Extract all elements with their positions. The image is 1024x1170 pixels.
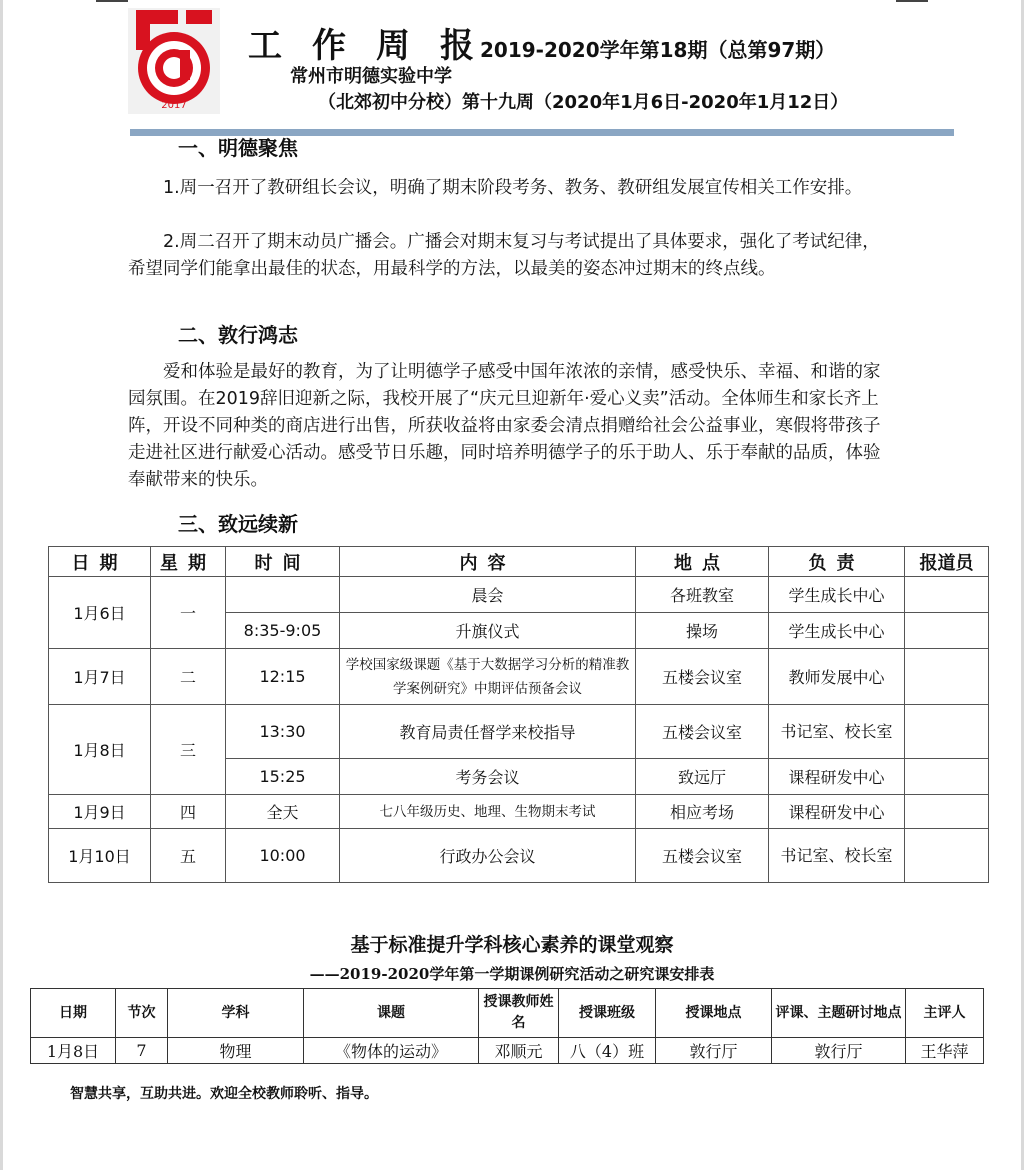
section2-paragraph: 爱和体验是最好的教育，为了让明德学子感受中国年浓浓的亲情，感受快乐、幸福、和谐的家园氛围。在2019辞旧迎新之际，我校开展了“庆元旦迎新年·爱心义卖”活动。全体师生和家长齐上阵，开设不同种类的商店进行出售，所获收益将由家委会清点捐赠给社会公益事业，寒假将带孩子走进社区进行献爱心活动。感受节日乐趣，同时培养明德学子的乐于助人、乐于奉献的品质，体验奉献带来的快乐。 — [128, 362, 881, 490]
research-lesson-table — [30, 988, 984, 1064]
cell-reporter — [905, 577, 989, 613]
section-heading-3: 三、致远续新 — [178, 512, 298, 536]
weekly-schedule-table — [48, 546, 989, 883]
week-range: （北郊初中分校）第十九周（2020年1月6日-2020年1月12日） — [318, 92, 849, 113]
obs-cell-topic: 《物体的运动》 — [304, 1038, 479, 1064]
header-reporter: 报道员 — [905, 547, 989, 577]
obs-header-date: 日期 — [31, 989, 116, 1038]
obs-header-reviewer: 主评人 — [906, 989, 984, 1038]
observation-title: 基于标准提升学科核心素养的课堂观察 — [350, 934, 674, 956]
table-row — [49, 577, 989, 613]
obs-cell-date: 1月8日 — [31, 1038, 116, 1064]
cell-owner: 书记室、校长室 — [769, 829, 905, 883]
header-content: 内容 — [340, 547, 636, 577]
obs-cell-location: 敦行厅 — [656, 1038, 772, 1064]
newsletter-title-line — [248, 18, 835, 67]
header-owner: 负责 — [769, 547, 905, 577]
obs-cell-review-location: 敦行厅 — [772, 1038, 906, 1064]
obs-cell-reviewer: 王华萍 — [906, 1038, 984, 1064]
observation-subtitle: ——2019-2020学年第一学期课例研究活动之研究课安排表 — [309, 965, 715, 983]
closing-note: 智慧共享，互助共进。欢迎全校教师聆听、指导。 — [70, 1086, 378, 1102]
cell-owner: 课程研发中心 — [769, 795, 905, 829]
obs-cell-period: 7 — [116, 1038, 168, 1064]
table-row — [49, 649, 989, 705]
obs-header-period: 节次 — [116, 989, 168, 1038]
obs-cell-subject: 物理 — [168, 1038, 304, 1064]
cell-place: 各班教室 — [636, 577, 769, 613]
obs-cell-class: 八（4）班 — [559, 1038, 656, 1064]
cell-date: 1月9日 — [49, 795, 151, 829]
cell-weekday: 一 — [151, 577, 226, 649]
section1-paragraph-1: 1.周一召开了教研组长会议，明确了期末阶段考务、教务、教研组发展宣传相关工作安排。 — [163, 178, 863, 198]
cell-place: 相应考场 — [636, 795, 769, 829]
cell-weekday: 三 — [151, 705, 226, 795]
cell-reporter — [905, 613, 989, 649]
obs-header-location: 授课地点 — [656, 989, 772, 1038]
cell-content: 考务会议 — [340, 759, 636, 795]
cell-date: 1月10日 — [49, 829, 151, 883]
cell-weekday: 四 — [151, 795, 226, 829]
page-frame-left — [0, 0, 3, 1170]
cell-time — [226, 577, 340, 613]
cell-date: 1月6日 — [49, 577, 151, 649]
cell-place: 五楼会议室 — [636, 829, 769, 883]
obs-header-subject: 学科 — [168, 989, 304, 1038]
obs-header-topic: 课题 — [304, 989, 479, 1038]
cell-time: 15:25 — [226, 759, 340, 795]
header-time: 时间 — [226, 547, 340, 577]
cell-owner: 书记室、校长室 — [769, 705, 905, 759]
school-name: 常州市明德实验中学 — [290, 66, 452, 87]
cell-place: 五楼会议室 — [636, 705, 769, 759]
cell-content: 行政办公会议 — [340, 829, 636, 883]
top-edge-mark — [96, 0, 128, 2]
cell-reporter — [905, 829, 989, 883]
obs-header-teacher: 授课教师姓名 — [479, 989, 559, 1038]
cell-date: 1月7日 — [49, 649, 151, 705]
table-row — [49, 829, 989, 883]
table-row — [31, 1038, 984, 1064]
cell-reporter — [905, 705, 989, 759]
obs-cell-teacher: 邓顺元 — [479, 1038, 559, 1064]
obs-header-class: 授课班级 — [559, 989, 656, 1038]
cell-place: 五楼会议室 — [636, 649, 769, 705]
cell-content: 七八年级历史、地理、生物期末考试 — [340, 795, 636, 829]
obs-header-review-location: 评课、主题研讨地点 — [772, 989, 906, 1038]
cell-owner: 课程研发中心 — [769, 759, 905, 795]
section-heading-1: 一、明德聚焦 — [178, 136, 298, 160]
cell-content: 学校国家级课题《基于大数据学习分析的精准教学案例研究》中期评估预备会议 — [340, 649, 636, 705]
section1-paragraph-2: 2.周二召开了期末动员广播会。广播会对期末复习与考试提出了具体要求，强化了考试纪律，希望同学们能拿出最佳的状态，用最科学的方法，以最美的姿态冲过期末的终点线。 — [128, 232, 880, 279]
header-date: 日期 — [49, 547, 151, 577]
cell-place: 操场 — [636, 613, 769, 649]
table-row — [49, 795, 989, 829]
cell-content: 教育局责任督学来校指导 — [340, 705, 636, 759]
top-edge-mark — [896, 0, 928, 2]
cell-reporter — [905, 649, 989, 705]
table-row — [49, 705, 989, 759]
cell-reporter — [905, 759, 989, 795]
cell-weekday: 五 — [151, 829, 226, 883]
cell-content: 晨会 — [340, 577, 636, 613]
school-logo — [128, 8, 220, 114]
cell-time: 12:15 — [226, 649, 340, 705]
header-place: 地点 — [636, 547, 769, 577]
cell-weekday: 二 — [151, 649, 226, 705]
logo-year: 2017 — [161, 100, 187, 111]
cell-place: 致远厅 — [636, 759, 769, 795]
cell-owner: 教师发展中心 — [769, 649, 905, 705]
cell-time: 13:30 — [226, 705, 340, 759]
header-weekday: 星期 — [151, 547, 226, 577]
cell-time: 8:35-9:05 — [226, 613, 340, 649]
cell-owner: 学生成长中心 — [769, 577, 905, 613]
cell-time: 10:00 — [226, 829, 340, 883]
cell-content: 升旗仪式 — [340, 613, 636, 649]
obs-header-row — [31, 989, 984, 1038]
issue-number: 2019-2020学年第18期（总第97期） — [480, 38, 836, 62]
cell-date: 1月8日 — [49, 705, 151, 795]
cell-reporter — [905, 795, 989, 829]
cell-owner: 学生成长中心 — [769, 613, 905, 649]
section-heading-2: 二、敦行鸿志 — [178, 323, 298, 347]
table-header-row — [49, 547, 989, 577]
cell-time: 全天 — [226, 795, 340, 829]
newsletter-title: 工作周报 — [248, 26, 504, 66]
